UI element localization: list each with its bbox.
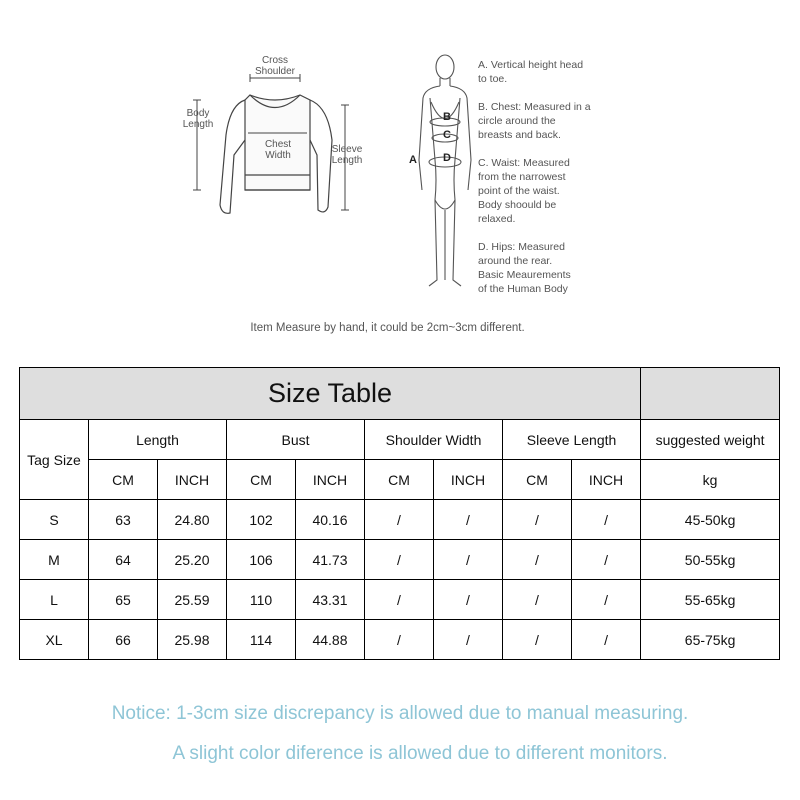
value-cell: 63 xyxy=(89,500,158,540)
size-cell: S xyxy=(20,500,89,540)
weight-cell: 55-65kg xyxy=(641,580,780,620)
value-cell: 25.98 xyxy=(158,620,227,660)
point-c-label: C xyxy=(443,129,451,141)
group-header-sleeve-length: Sleeve Length xyxy=(503,420,641,460)
value-cell: / xyxy=(434,500,503,540)
definition-b: B. Chest: Measured in a circle around the breasts and back. xyxy=(478,101,591,141)
value-cell: 25.20 xyxy=(158,540,227,580)
weight-unit-header: kg xyxy=(641,460,780,500)
value-cell: / xyxy=(503,540,572,580)
value-cell: 106 xyxy=(227,540,296,580)
chest-width-label: Chest Width xyxy=(264,139,292,161)
definition-a: A. Vertical height head to toe. xyxy=(478,59,584,85)
value-cell: 44.88 xyxy=(296,620,365,660)
value-cell: 65 xyxy=(89,580,158,620)
value-cell: / xyxy=(434,580,503,620)
table-title-row xyxy=(20,368,780,420)
table-group-header-row xyxy=(20,420,780,460)
notice-measuring: Notice: 1-3cm size discrepancy is allowed due to manual measuring. xyxy=(111,703,689,724)
weight-cell: 65-75kg xyxy=(641,620,780,660)
value-cell: 110 xyxy=(227,580,296,620)
value-cell: / xyxy=(503,580,572,620)
value-cell: / xyxy=(434,540,503,580)
sweater-diagram xyxy=(150,45,410,275)
value-cell: / xyxy=(572,540,641,580)
value-cell: / xyxy=(572,580,641,620)
size-cell: L xyxy=(20,580,89,620)
definition-c: C. Waist: Measured from the narrowest point of the waist. Body shoould be relaxed. xyxy=(478,157,570,225)
value-cell: 43.31 xyxy=(296,580,365,620)
definition-d: D. Hips: Measured around the rear. Basic Meaurements of the Human Body xyxy=(478,241,571,295)
value-cell: 24.80 xyxy=(158,500,227,540)
weight-header: suggested weight xyxy=(641,420,780,460)
weight-cell: 45-50kg xyxy=(641,500,780,540)
human-body-illustration xyxy=(405,50,485,300)
unit-header: INCH xyxy=(434,460,503,500)
value-cell: / xyxy=(572,500,641,540)
value-cell: 41.73 xyxy=(296,540,365,580)
unit-header: CM xyxy=(365,460,434,500)
unit-header: INCH xyxy=(572,460,641,500)
size-cell: XL xyxy=(20,620,89,660)
table-corner-cell xyxy=(641,368,780,420)
unit-header: CM xyxy=(503,460,572,500)
table-row xyxy=(20,540,780,580)
table-row xyxy=(20,580,780,620)
sleeve-length-label: Sleeve Length xyxy=(331,144,363,166)
point-b-label: B xyxy=(443,111,451,123)
unit-header: INCH xyxy=(158,460,227,500)
value-cell: / xyxy=(434,620,503,660)
value-cell: 40.16 xyxy=(296,500,365,540)
size-cell: M xyxy=(20,540,89,580)
value-cell: 102 xyxy=(227,500,296,540)
value-cell: / xyxy=(503,500,572,540)
body-length-label: Body Length xyxy=(182,108,214,130)
size-table xyxy=(19,367,780,660)
value-cell: / xyxy=(365,580,434,620)
value-cell: 25.59 xyxy=(158,580,227,620)
point-a-label: A xyxy=(409,154,417,166)
point-d-label: D xyxy=(443,152,451,164)
group-header-shoulder-width: Shoulder Width xyxy=(365,420,503,460)
value-cell: / xyxy=(365,540,434,580)
weight-cell: 50-55kg xyxy=(641,540,780,580)
notice-color: A slight color diference is allowed due to different monitors. xyxy=(172,743,668,764)
table-row xyxy=(20,620,780,660)
unit-header: CM xyxy=(227,460,296,500)
value-cell: 64 xyxy=(89,540,158,580)
table-unit-row xyxy=(20,460,780,500)
value-cell: / xyxy=(365,620,434,660)
value-cell: / xyxy=(365,500,434,540)
group-header-bust: Bust xyxy=(227,420,365,460)
value-cell: / xyxy=(503,620,572,660)
tag-size-header: Tag Size xyxy=(20,420,89,500)
table-title: Size Table xyxy=(20,368,641,420)
value-cell: / xyxy=(572,620,641,660)
value-cell: 66 xyxy=(89,620,158,660)
unit-header: CM xyxy=(89,460,158,500)
table-row xyxy=(20,500,780,540)
value-cell: 114 xyxy=(227,620,296,660)
group-header-length: Length xyxy=(89,420,227,460)
cross-shoulder-label: Cross Shoulder xyxy=(254,55,296,77)
unit-header: INCH xyxy=(296,460,365,500)
measure-note: Item Measure by hand, it could be 2cm~3cm different. xyxy=(250,322,525,334)
